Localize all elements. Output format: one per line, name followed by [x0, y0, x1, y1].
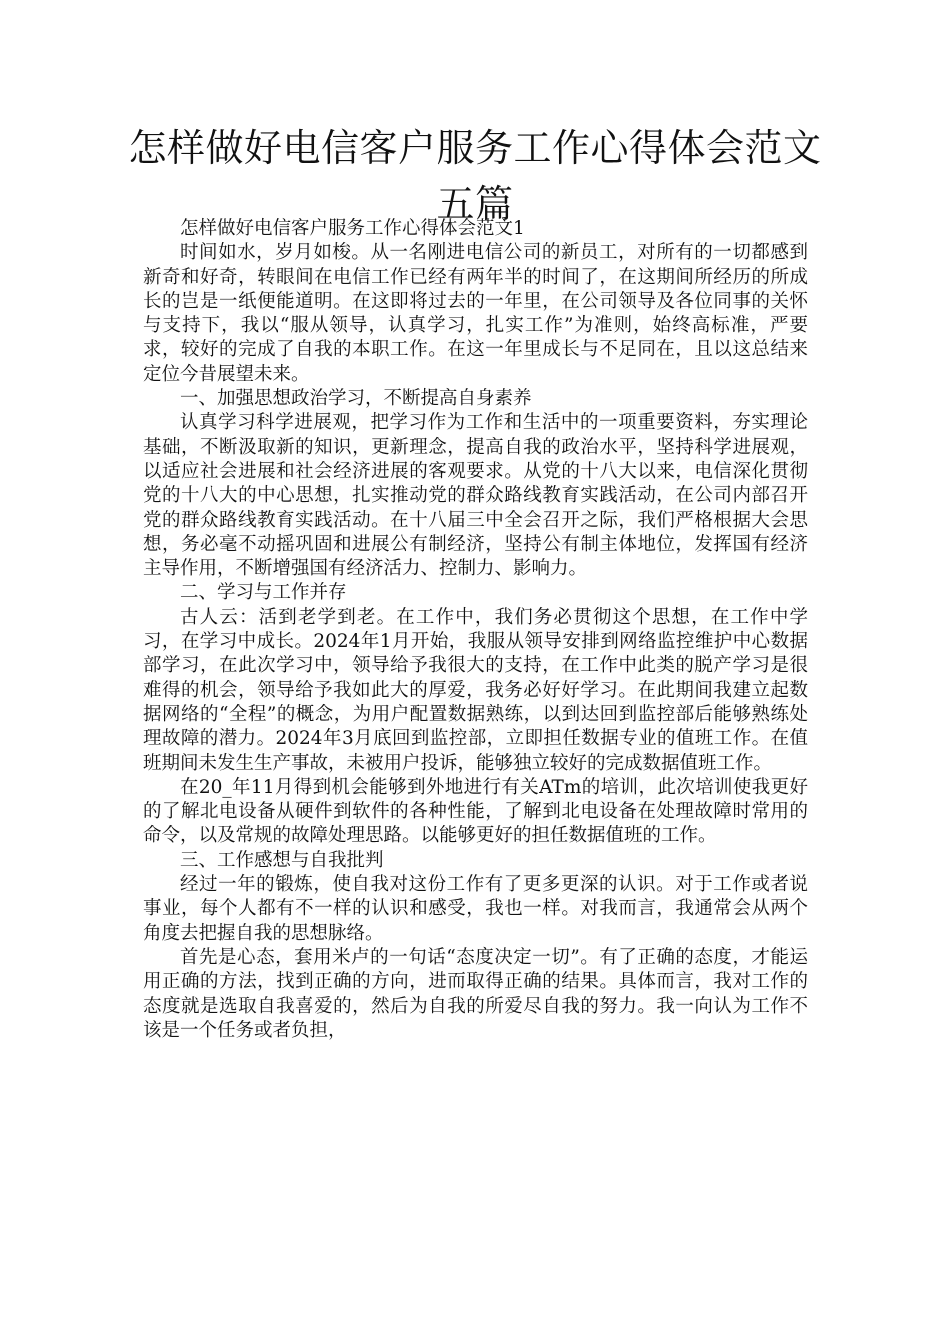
section-heading: 一、加强思想政治学习，不断提高自身素养 [180, 388, 532, 410]
document-title: 怎样做好电信客户服务工作心得体会范文五篇 [128, 126, 822, 226]
body-paragraph: 首先是心态，套用米卢的一句话“态度决定一切”。有了正确的态度，才能运用正确的方法，找到正确的方向，进而取得正确的结果。具体而言，我对工作的态度就是选取自我喜爱的，然后为自我的所爱尽自我的努力。我一向认为工作不该是一个任务或者负担， [143, 946, 808, 1041]
section-heading: 二、学习与工作并存 [180, 582, 347, 604]
body-paragraph: 在20_年11月得到机会能够到外地进行有关ATm的培训，此次培训使我更好的了解北电设备从硬件到软件的各种性能，了解到北电设备在处理故障时常用的命令，以及常规的故障处理思路。以能够更好的担任数据值班的工作。 [143, 776, 808, 847]
body-paragraph: 经过一年的锻炼，使自我对这份工作有了更多更深的认识。对于工作或者说事业，每个人都有不一样的认识和感受，我也一样。对我而言，我通常会从两个角度去把握自我的思想脉络。 [143, 874, 808, 944]
body-paragraph: 认真学习科学进展观，把学习作为工作和生活中的一项重要资料，夯实理论基础，不断汲取新的知识，更新理念，提高自我的政治水平，坚持科学进展观，以适应社会进展和社会经济进展的客观要求。从党的十八大以来，电信深化贯彻党的十八大的中心思想，扎实推动党的群众路线教育实践活动，在公司内部召开党的群众路线教育实践活动。在十八届三中全会召开之际，我们严格根据大会思想，务必毫不动摇巩固和进展公有制经济，坚持公有制主体地位，发挥国有经济主导作用，不断增强国有经济活力、控制力、影响力。 [143, 412, 808, 580]
document-body [143, 217, 808, 1043]
body-paragraph: 古人云：活到老学到老。在工作中，我们务必贯彻这个思想，在工作中学习，在学习中成长。2024年1月开始，我服从领导安排到网络监控维护中心数据部学习，在此次学习中，领导给予我很大的支持，在工作中此类的脱产学习是很难得的机会，领导给予我如此大的厚爱，我务必好好学习。在此期间我建立起数据网络的“全程”的概念，为用户配置数据熟练，以到达回到监控部后能够熟练处理故障的潜力。2024年3月底回到监控部，立即担任数据专业的值班工作。在值班期间未发生生产事故，未被用户投诉，能够独立较好的完成数据值班工作。 [143, 606, 808, 774]
section-heading: 三、工作感想与自我批判 [180, 849, 384, 871]
body-paragraph: 时间如水，岁月如梭。从一名刚进电信公司的新员工，对所有的一切都感到新奇和好奇，转眼间在电信工作已经有两年半的时间了，在这期间所经历的所成长的岂是一纸便能道明。在这即将过去的一年里，在公司领导及各位同事的关怀与支持下，我以“服从领导，认真学习，扎实工作”为准则，始终高标准，严要求，较好的完成了自我的本职工作。在这一年里成长与不足同在，且以这总结来定位今昔展望未来。 [143, 242, 808, 385]
article-heading: 怎样做好电信客户服务工作心得体会范文1 [180, 218, 525, 239]
